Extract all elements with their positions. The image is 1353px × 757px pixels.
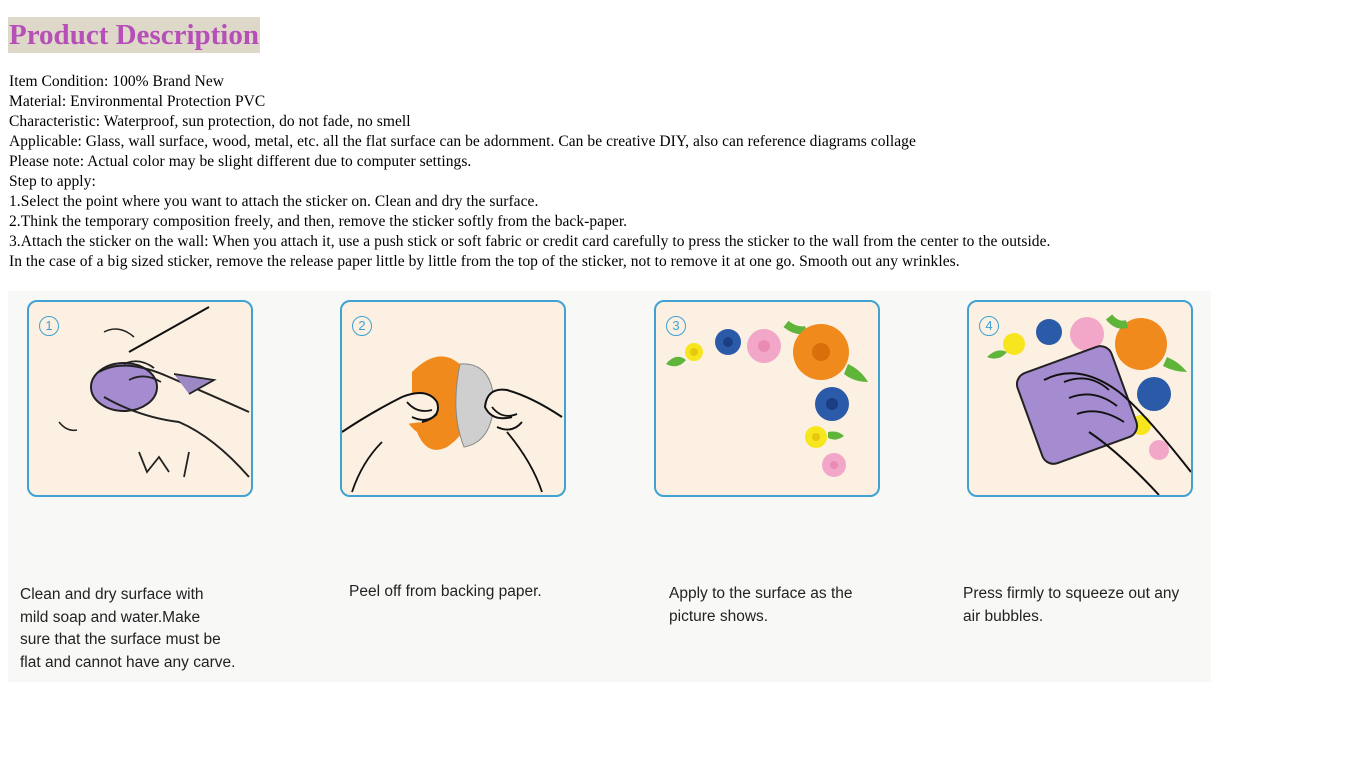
step-4-illustration bbox=[967, 300, 1193, 497]
wipe-surface-drawing bbox=[29, 302, 251, 495]
flower-icon bbox=[822, 453, 846, 477]
description-line: Step to apply: bbox=[9, 173, 96, 190]
flower-icon bbox=[1137, 377, 1171, 411]
peel-backing-drawing bbox=[342, 302, 564, 495]
step-number: 4 bbox=[979, 316, 999, 336]
step-number: 2 bbox=[352, 316, 372, 336]
description-line: Characteristic: Waterproof, sun protection, do not fade, no smell bbox=[9, 113, 411, 130]
step-1-caption: Clean and dry surface with mild soap and water.Make sure that the surface must be flat and cannot have any carve. bbox=[20, 586, 236, 671]
step-2-illustration bbox=[340, 300, 566, 497]
description-list bbox=[9, 72, 1050, 272]
flower-icon bbox=[1036, 319, 1062, 345]
description-line: In the case of a big sized sticker, remove the release paper little by little from the top of the sticker, not to remove it at one go. Smooth out any wrinkles. bbox=[9, 253, 960, 270]
applied-flowers-drawing bbox=[656, 302, 878, 495]
flower-icon bbox=[1109, 317, 1187, 372]
description-line: Please note: Actual color may be slight different due to computer settings. bbox=[9, 153, 472, 170]
step-4-caption: Press firmly to squeeze out any air bubbles. bbox=[963, 585, 1180, 623]
flower-icon bbox=[1149, 440, 1169, 460]
description-line: 3.Attach the sticker on the wall: When you attach it, use a push stick or soft fabric or credit card carefully to press the sticker to the wall from the center to the outside. bbox=[9, 233, 1051, 250]
flower-icon bbox=[815, 387, 849, 421]
step-number: 3 bbox=[666, 316, 686, 336]
flower-icon bbox=[987, 333, 1025, 359]
description-line: Applicable: Glass, wall surface, wood, metal, etc. all the flat surface can be adornment. Can be creative DIY, also can reference diagrams collage bbox=[9, 133, 916, 150]
step-number: 1 bbox=[39, 316, 59, 336]
step-3-caption: Apply to the surface as the picture shows. bbox=[669, 585, 853, 625]
flower-icon bbox=[786, 324, 868, 382]
step-1-illustration bbox=[27, 300, 253, 497]
description-line: 1.Select the point where you want to attach the sticker on. Clean and dry the surface. bbox=[9, 193, 539, 210]
step-3-illustration bbox=[654, 300, 880, 497]
description-line: Item Condition: 100% Brand New bbox=[9, 73, 225, 90]
step-2-caption: Peel off from backing paper. bbox=[349, 583, 542, 600]
flower-icon bbox=[747, 329, 781, 363]
description-line: 2.Think the temporary composition freely, and then, remove the sticker softly from the back-paper. bbox=[9, 213, 628, 230]
press-bubbles-drawing bbox=[969, 302, 1191, 495]
flower-icon bbox=[805, 426, 844, 448]
flower-icon bbox=[666, 343, 703, 366]
instruction-illustration bbox=[8, 291, 1211, 682]
flower-icon bbox=[715, 329, 741, 355]
description-line: Material: Environmental Protection PVC bbox=[9, 93, 266, 110]
page-heading: Product Description bbox=[9, 19, 259, 51]
